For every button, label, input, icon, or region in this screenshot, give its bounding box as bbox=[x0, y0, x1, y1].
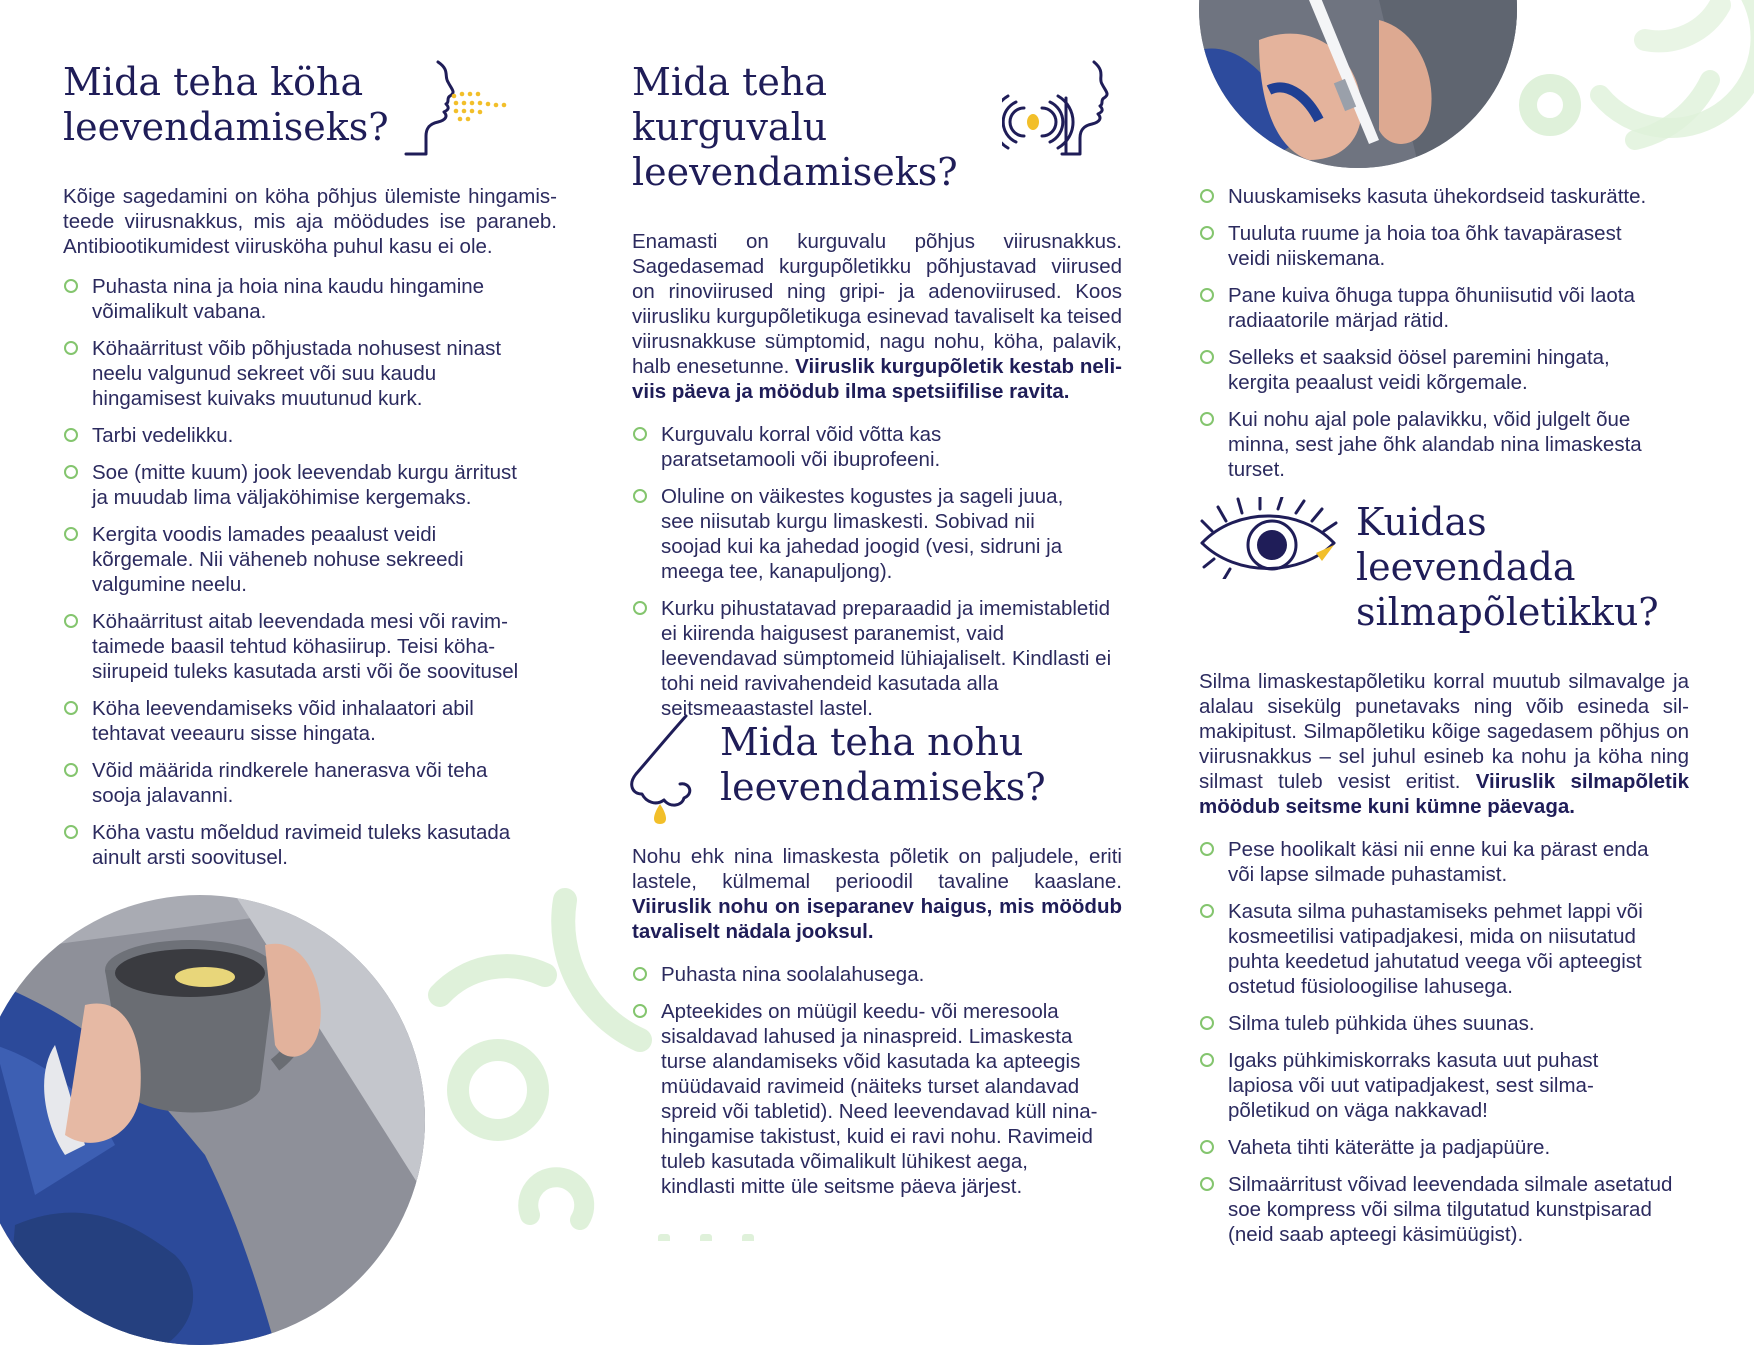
list-item: Kergita voodis lamades peaalust veidi kõrgemale. Nii väheneb nohuse sekreedi valgumine neelu. bbox=[63, 522, 512, 597]
bullet-circle-icon bbox=[633, 1004, 647, 1018]
bullet-circle-icon bbox=[1200, 1177, 1214, 1191]
bullet-circle-icon bbox=[64, 428, 78, 442]
eye-intro: Silma limaskestapõletiku korral muutub silmavalge ja alalau sisekülg punetavaks ning võib esineda silmakipitust. Silmapõletiku kõige sagedasem põhjus on viirusnakkus – sel juhul esineb ka nohu ja köha ning silmast tuleb vesist eritist. Viiruslik silmapõletik möödub seitsme kuni kümne päevaga. bbox=[1199, 670, 1689, 818]
bullet-circle-icon bbox=[1200, 350, 1214, 364]
nose-heading: Mida teha nohu leevendamiseks? bbox=[720, 720, 1046, 809]
list-item: Selleks et saaksid öösel paremini hingata, kergita peaalust veidi kõrgemale. bbox=[1199, 345, 1658, 395]
bullet-circle-icon bbox=[1200, 1053, 1214, 1067]
sore-throat-icon bbox=[1002, 58, 1112, 158]
bullet-circle-icon bbox=[633, 427, 647, 441]
list-item: Köhaärritust aitab leevendada mesi või ravimtaimede baasil tehtud köhasiirup. Teisi köhasiirupeid tuleks kasutada arsti või õe soovitusel bbox=[63, 609, 533, 684]
list-item: Vaheta tihti käterätte ja padjapüüre. bbox=[1199, 1135, 1689, 1160]
list-item: Köha vastu mõeldud ravimeid tuleks kasutada ainult arsti soovitusel. bbox=[63, 820, 512, 870]
list-item: Pese hoolikalt käsi nii enne kui ka pärast enda või lapse silmade puhastamist. bbox=[1199, 837, 1668, 887]
list-item: Tarbi vedelikku. bbox=[63, 423, 533, 448]
bullet-circle-icon bbox=[64, 701, 78, 715]
throat-heading: Mida teha kurguvalu leevendamiseks? bbox=[632, 60, 958, 194]
list-item: Kasuta silma puhastamiseks pehmet lappi või kosmeetilisi vatipadjakesi, mida on niisutatud puhta keedetud jahutatud veega või apteegist ostetud füsioloogilise lahusega. bbox=[1199, 899, 1668, 999]
bullet-circle-icon bbox=[633, 967, 647, 981]
bullet-circle-icon bbox=[633, 489, 647, 503]
list-item: Köhaärritust võib põhjustada nohusest ninast neelu valgunud sekreet või suu kaudu hingamisest kuivaks muutunud kurk. bbox=[63, 336, 512, 411]
list-item: Kurguvalu korral võid võtta kas paratsetamooli või ibuprofeeni. bbox=[632, 422, 1081, 472]
list-item: Kurku pihustatavad preparaadid ja imemistabletid ei kiirenda haigusest paranemist, vaid leevendavad sümptomeid lühiajaliselt. Kindlasti ei tohi neid ravivahendeid kasutada alla seitsmeaastastel lastel. bbox=[632, 596, 1121, 721]
bullet-circle-icon bbox=[64, 465, 78, 479]
cough-section bbox=[63, 60, 557, 882]
bullet-circle-icon bbox=[64, 763, 78, 777]
nose-cont-list bbox=[1199, 184, 1699, 482]
cough-intro: Kõige sagedamini on köha põhjus ülemiste hingamisteede viirusnakkus, mis aja möödudes ise paraneb. Antibiootikumidest viirusköha puhul kasu ei ole. bbox=[63, 185, 557, 258]
cough-heading: Mida teha köha leevendamiseks? bbox=[63, 60, 389, 149]
list-item: Kui nohu ajal pole palavikku, võid julgelt õue minna, sest jahe õhk alandab nina limaskesta turset. bbox=[1199, 407, 1658, 482]
throat-intro: Enamasti on kurguvalu põhjus viirusnakkus. Sagedasemad kurgupõletikku põhjustavad viirused on rinoviirused ning gripi- ja adenoviirused. Koos viirusliku kurgupõletikuga esinevad tavaliselt ka teised viirusnakkuse sümptomid, nagu nohu, köha, palavik, halb enesetunne. Viiruslik kurgupõletik kestab neli-viis päeva ja möödub ilma spetsiifilise ravita. bbox=[632, 230, 1122, 403]
nose-list bbox=[632, 962, 1122, 1199]
bullet-circle-icon bbox=[1200, 412, 1214, 426]
throat-section bbox=[632, 60, 1122, 733]
bullet-circle-icon bbox=[64, 341, 78, 355]
list-item: Puhasta nina ja hoia nina kaudu hingamine võimalikult vabana. bbox=[63, 274, 512, 324]
bullet-circle-icon bbox=[64, 825, 78, 839]
list-item: Oluline on väikestes kogustes ja sageli juua, see niisutab kurgu limaskesti. Sobivad nii soojad kui ka jahedad joogid (vesi, sidruni ja meega tee, kanapuljong). bbox=[632, 484, 1081, 584]
bullet-circle-icon bbox=[1200, 1140, 1214, 1154]
list-item: Silma tuleb pühkida ühes suunas. bbox=[1199, 1011, 1689, 1036]
list-item: Soe (mitte kuum) jook leevendab kurgu ärritust ja muudab lima väljaköhimise kergemaks. bbox=[63, 460, 533, 510]
bullet-circle-icon bbox=[1200, 842, 1214, 856]
list-item: Puhasta nina soolalahusega. bbox=[632, 962, 1122, 987]
list-item: Igaks pühkimiskorraks kasuta uut puhast lapiosa või uut vatipadjakest, sest silmapõletikud on väga nakkavad! bbox=[1199, 1048, 1648, 1123]
eye-heading: Kuidas leevendada silmapõletikku? bbox=[1356, 500, 1659, 634]
list-item: Apteekides on müügil keedu- või meresoola sisaldavad lahused ja ninaspreid. Limaskesta turse alandamiseks võid kasutada ka apteegis müüdavaid ravimeid (näiteks turset alandavad spreid või tabletid). Need leevendavad küll ninahingamise takistust, kuid ei ravi nohu. Ravimeid tuleb kasutada võimalikult lühikest aega, kindlasti mitte üle seitsme päeva järjest. bbox=[632, 999, 1101, 1199]
eye-list bbox=[1199, 837, 1689, 1247]
list-item: Nuuskamiseks kasuta ühekordseid taskurätte. bbox=[1199, 184, 1699, 209]
runny-nose-icon bbox=[628, 712, 708, 828]
eye-section bbox=[1199, 500, 1689, 1259]
list-item: Silmaärritust võivad leevendada silmale asetatud soe kompress või silma tilgutatud kunstpisarad (neid saab apteegi käsimüügist). bbox=[1199, 1172, 1688, 1247]
bullet-circle-icon bbox=[1200, 904, 1214, 918]
throat-list bbox=[632, 422, 1122, 721]
bullet-circle-icon bbox=[1200, 189, 1214, 203]
cough-list bbox=[63, 274, 533, 870]
hands-holding-tea-mug-photo bbox=[0, 895, 425, 1345]
nose-tips-continued bbox=[1199, 184, 1699, 494]
list-item: Pane kuiva õhuga tuppa õhuniisutid või laota radiaatorile märjad rätid. bbox=[1199, 283, 1658, 333]
bullet-circle-icon bbox=[633, 601, 647, 615]
list-item: Köha leevendamiseks võid inhalaatori abil tehtavat veeauru sisse hingata. bbox=[63, 696, 512, 746]
bullet-circle-icon bbox=[64, 279, 78, 293]
list-item: Tuuluta ruume ja hoia toa õhk tavapärasest veidi niiskemana. bbox=[1199, 221, 1658, 271]
bullet-circle-icon bbox=[1200, 288, 1214, 302]
bullet-circle-icon bbox=[1200, 226, 1214, 240]
bullet-circle-icon bbox=[64, 614, 78, 628]
bullet-circle-icon bbox=[1200, 1016, 1214, 1030]
list-item: Võid määrida rindkerele hanerasva või teha sooja jalavanni. bbox=[63, 758, 512, 808]
nose-intro: Nohu ehk nina limaskesta põletik on paljudele, eriti lastele, külmemal perioodil tavaline kaaslane. Viiruslik nohu on iseparanev haigus, mis möödub tavaliselt nädala jooksul. bbox=[632, 845, 1122, 943]
person-coughing-icon bbox=[398, 58, 518, 158]
bullet-circle-icon bbox=[64, 527, 78, 541]
